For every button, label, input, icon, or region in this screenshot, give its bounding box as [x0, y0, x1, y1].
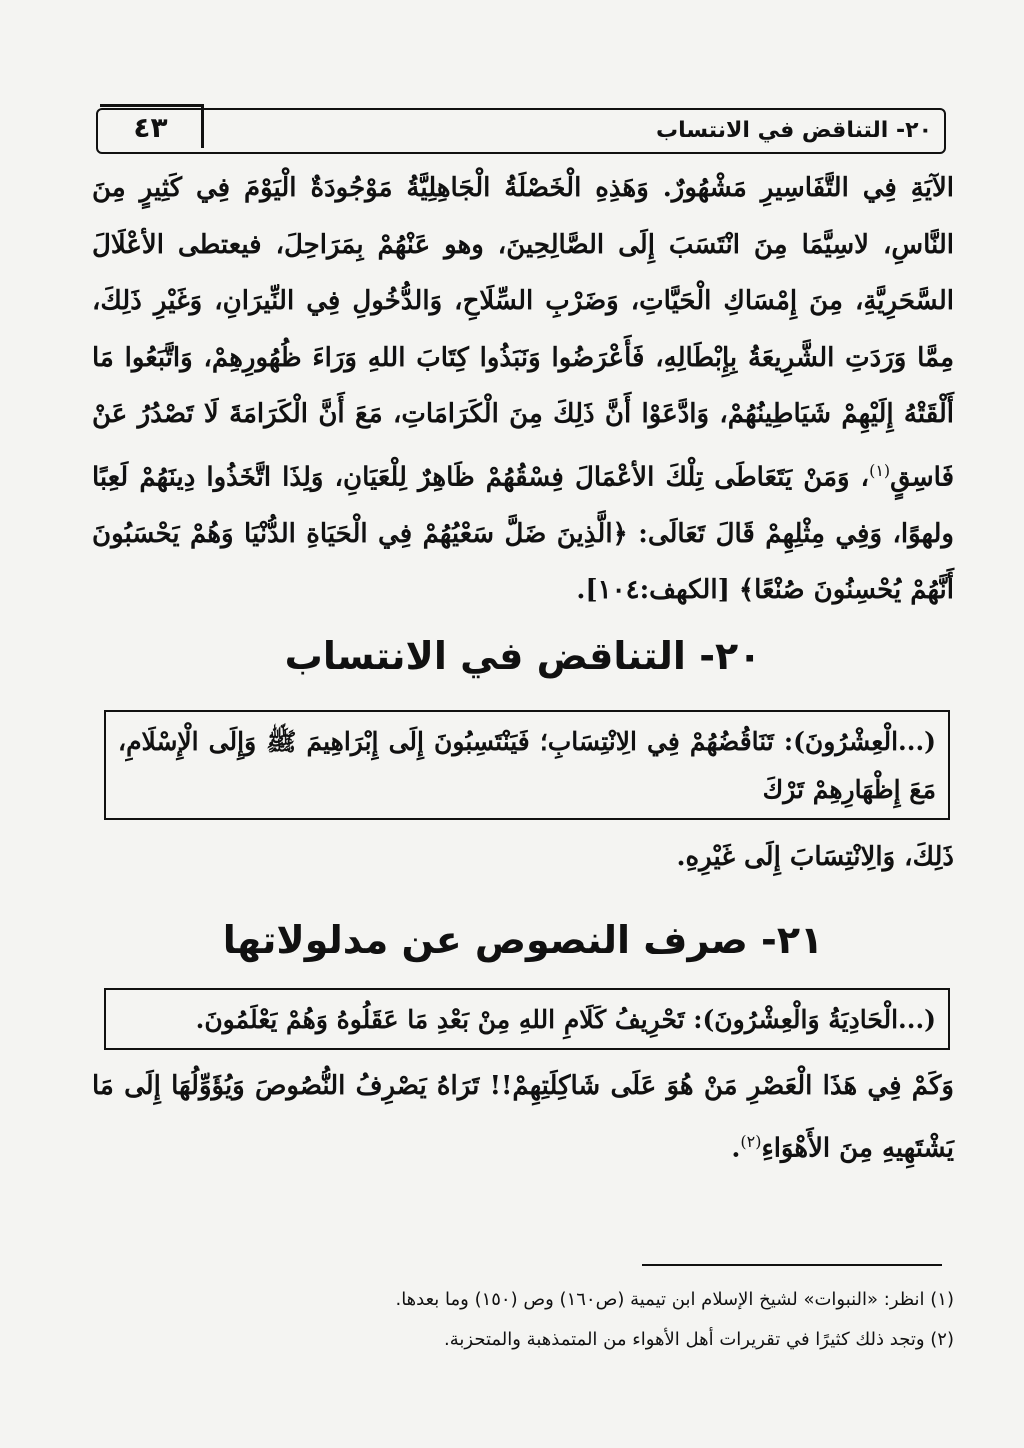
- section-20-heading: ٢٠- التناقض في الانتساب: [284, 634, 762, 678]
- intro-text-part-1: الآيَةِ فِي التَّفَاسِيرِ مَشْهُورٌ. وَهَذِهِ الْخَصْلَةُ الْجَاهِلِيَّةُ مَوْجُودَةٌ الْيَوْمَ فِي كَثِيرٍ مِنَ النَّاسِ، لاسِيَّمَا مِنَ انْتَسَبَ إِلَى الصَّالِحِينَ، وهو عَنْهُمْ بِمَرَاحِلَ، فيعتطى الأعْلَالَ السَّحَرِيَّةِ، مِنَ إِمْسَاكِ الْحَيَّاتِ، وَضَرْبِ السِّلَاحِ، وَالدُّخُولِ فِي النِّيرَانِ، وَغَيْرِ ذَلِكَ، مِمَّا وَرَدَتِ الشَّرِيعَةُ بِإِبْطَالِهِ، فَأَعْرَضُوا وَنَبَذُوا كِتَابَ اللهِ وَرَاءَ ظُهُورِهِمْ، وَاتَّبَعُوا مَا أَلْقَتْهُ إِلَيْهِمْ شَيَاطِينُهُمْ، وَادَّعَوْا أَنَّ ذَلِكَ مِنَ الْكَرَامَاتِ، مَعَ أَنَّ الْكَرَامَةَ لَا تَصْدُرُ عَنْ فَاسِقٍ: [92, 173, 954, 493]
- section-21-quote-box: (...الْحَادِيَةُ وَالْعِشْرُونَ): تَحْرِيفُ كَلَامِ اللهِ مِنْ بَعْدِ مَا عَقَلُوهُ وَهُمْ يَعْلَمُونَ.: [104, 988, 950, 1050]
- section-21-text-end: .: [731, 1133, 741, 1164]
- section-20-quote-box: (...الْعِشْرُونَ): تَنَاقُضُهُمْ فِي الِانْتِسَابِ؛ فَيَنْتَسِبُونَ إِلَى إِبْرَاهِيمَ ﷺ وَإِلَى الْإِسْلَامِ، مَعَ إِظْهَارِهِمْ تَرْكَ: [104, 710, 950, 820]
- page-number: ٤٣: [100, 104, 204, 148]
- footnotes: [140, 1280, 954, 1360]
- section-21-text-part-1: وَكَمْ فِي هَذَا الْعَصْرِ مَنْ هُوَ عَلَى شَاكِلَتِهِمْ!! تَرَاهُ يَصْرِفُ النُّصُوصَ وَيُؤَوِّلُهَا إِلَى مَا يَشْتَهِيهِ مِنَ الأَهْوَاءِ: [92, 1071, 954, 1164]
- footnote-1: (١) انظر: «النبوات» لشيخ الإسلام ابن تيمية (ص١٦٠) وص (١٥٠) وما بعدها.: [395, 1289, 954, 1310]
- footnote-divider: [642, 1264, 942, 1266]
- running-header-title: ٢٠- التناقض في الانتساب: [656, 118, 932, 143]
- footnote-ref-2: (٢): [740, 1132, 762, 1151]
- footnote-ref-1: (١): [869, 460, 891, 480]
- section-21-paragraph: [92, 1058, 954, 1177]
- intro-paragraph: [92, 160, 954, 619]
- intro-text-part-2: ، وَمَنْ يَتَعَاطَى تِلْكَ الأعْمَالَ فِسْقُهُمْ ظَاهِرٌ لِلْعَيَانِ، وَلِذَا اتَّخَذُوا دِينَهُمْ لَعِبًا ولهوًا، وَفِي مِثْلِهِمْ قَالَ تَعَالَى: ﴿الَّذِينَ ضَلَّ سَعْيُهُمْ فِي الْحَيَاةِ الدُّنْيَا وَهُمْ يَحْسَبُونَ أَنَّهُمْ يُحْسِنُونَ صُنْعًا﴾ [الكهف:١٠٤].: [92, 462, 954, 606]
- section-21-heading: ٢١- صرف النصوص عن مدلولاتها: [222, 918, 824, 962]
- section-20-paragraph: ذَلِكَ، وَالِانْتِسَابَ إِلَى غَيْرِهِ.: [676, 842, 954, 872]
- footnote-2: (٢) وتجد ذلك كثيرًا في تقريرات أهل الأهواء من المتمذهبة والمتحزبة.: [444, 1329, 954, 1350]
